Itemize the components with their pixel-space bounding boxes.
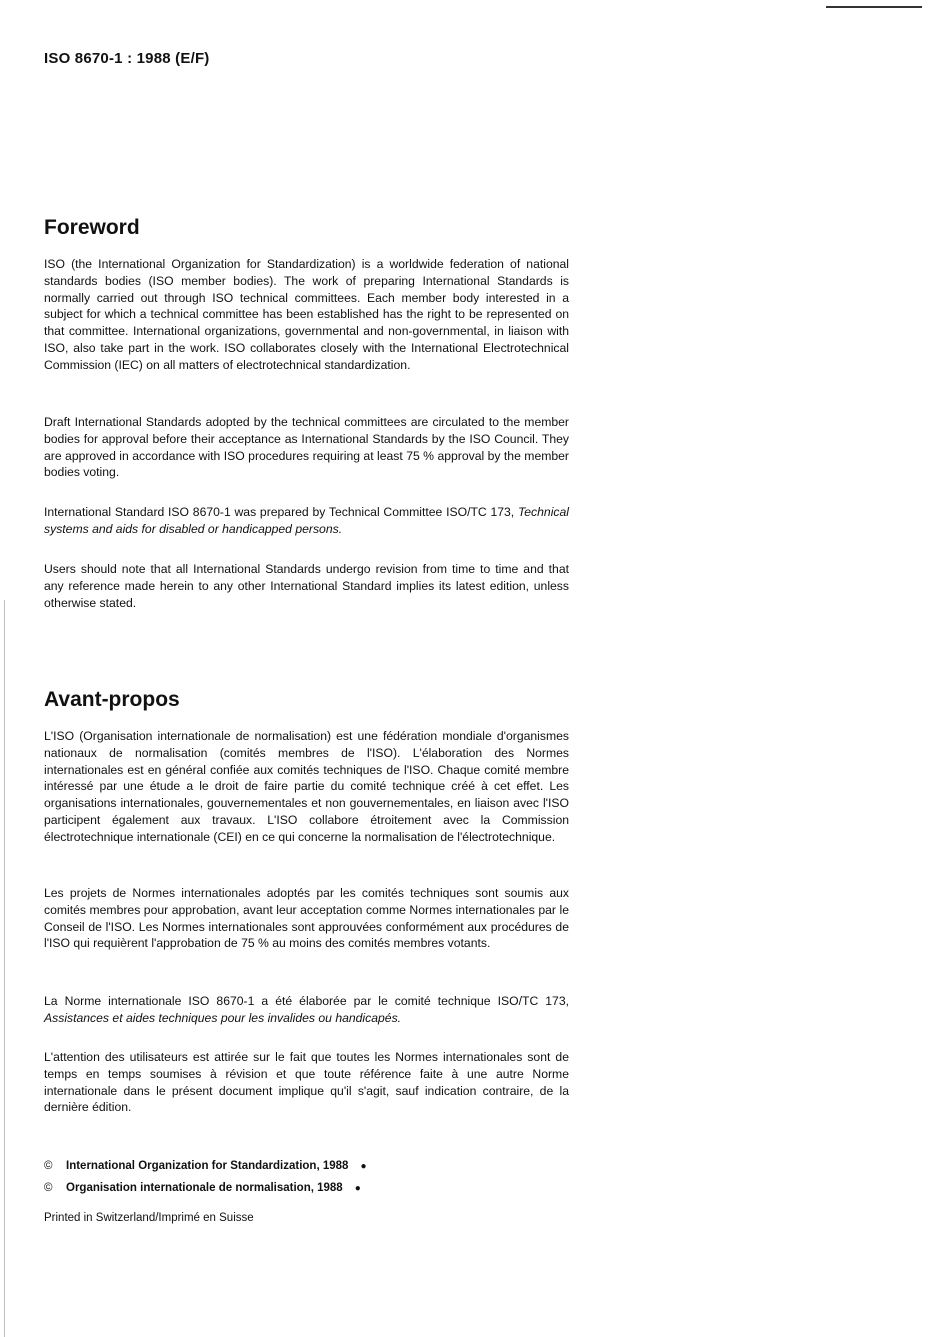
foreword-paragraph-4: Users should note that all International Standards undergo revision from time to time and that any reference made herein to any other International Standard implies its latest edition, unless otherwise stated.: [44, 562, 569, 610]
bullet-icon: ●: [360, 1161, 367, 1172]
committee-title-en: Technical systems and aids for disabled or handicapped persons.: [44, 505, 569, 536]
avant-propos-paragraph-4: L'attention des utilisateurs est attirée sur le fait que toutes les Normes internationales sont de temps en temps soumises à révision et que toute référence faite à une autre Norme internationale dans le présent document implique qu'il s'agit, sauf indication contraire, de la dernière édition.: [44, 1050, 569, 1115]
left-margin-rule: [4, 600, 5, 1337]
copyright-line-en: [44, 1160, 366, 1172]
copyright-icon: ©: [44, 1160, 53, 1172]
foreword-heading: Foreword: [44, 216, 140, 239]
document-id: ISO 8670-1 : 1988 (E/F): [44, 50, 210, 67]
bullet-icon: ●: [354, 1183, 361, 1194]
top-rule: [826, 6, 922, 8]
avant-propos-paragraph-3: [44, 993, 569, 1027]
foreword-paragraph-1: ISO (the International Organization for Standardization) is a worldwide federation of national standards bodies (ISO member bodies). The work of preparing International Standards is normally carried out through ISO technical committees. Each member body interested in a subject for which a technical committee has been established has the right to be represented on that committee. International organizations, governmental and non-governmental, in liaison with ISO, also take part in the work. ISO collaborates closely with the International Electrotechnical Commission (IEC) on all matters of electrotechnical standardization.: [44, 257, 569, 372]
printed-in-note: Printed in Switzerland/Imprimé en Suisse: [44, 1212, 254, 1224]
avant-propos-paragraph-1: L'ISO (Organisation internationale de normalisation) est une fédération mondiale d'organismes nationaux de normalisation (comités membres de l'ISO). L'élaboration des Normes internationales est en général confiée aux comités techniques de l'ISO. Chaque comité membre intéressé par une étude a le droit de faire partie du comité technique créé à cet effet. Les organisations internationales, gouvernementales et non gouvernementales, en liaison avec l'ISO participent également aux travaux. L'ISO collabore étroitement avec la Commission électrotechnique internationale (CEI) en ce qui concerne la normalisation de l'électrotechnique.: [44, 729, 569, 844]
foreword-paragraph-3-text: International Standard ISO 8670-1 was prepared by Technical Committee ISO/TC 173,: [44, 505, 515, 519]
copyright-text-fr: Organisation internationale de normalisation, 1988: [66, 1182, 343, 1194]
copyright-line-fr: [44, 1182, 361, 1194]
foreword-paragraph-3: [44, 504, 569, 538]
avant-propos-paragraph-3-text: La Norme internationale ISO 8670-1 a été élaborée par le comité technique ISO/TC 173,: [44, 994, 569, 1008]
committee-title-fr: Assistances et aides techniques pour les invalides ou handicapés.: [44, 1010, 402, 1025]
copyright-icon: ©: [44, 1182, 53, 1194]
avant-propos-heading: Avant-propos: [44, 688, 180, 711]
avant-propos-paragraph-2: Les projets de Normes internationales adoptés par les comités techniques sont soumis aux comités membres pour approbation, avant leur acceptation comme Normes internationales par le Conseil de l'ISO. Les Normes internationales sont approuvées conformément aux procédures de l'ISO qui requièrent l'approbation de 75 % au moins des comités membres votants.: [44, 886, 569, 951]
foreword-paragraph-2: Draft International Standards adopted by the technical committees are circulated to the member bodies for approval before their acceptance as International Standards by the ISO Council. They are approved in accordance with ISO procedures requiring at least 75 % approval by the member bodies voting.: [44, 415, 569, 480]
copyright-text-en: International Organization for Standardization, 1988: [66, 1160, 349, 1172]
